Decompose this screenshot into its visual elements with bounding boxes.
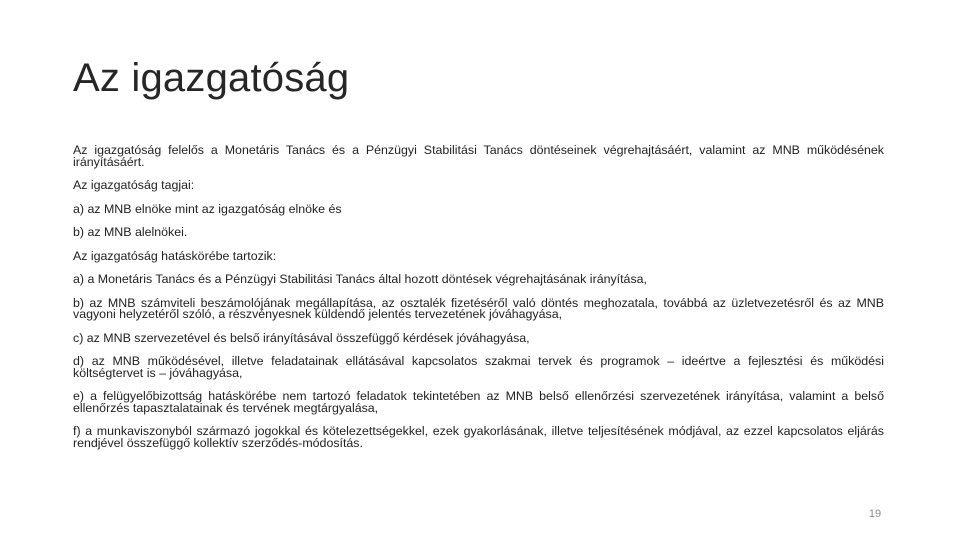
paragraph-competence-f: f) a munkaviszonyból származó jogokkal és kötelezettségekkel, ezek gyakorlásának, illetve teljesítésének módjával, az ezzel kapcsolatos eljárás rendjével összefüggő kollektív szerződés-módosítás.: [73, 424, 884, 450]
slide-title: Az igazgatóság: [73, 56, 350, 100]
paragraph-members-heading: Az igazgatóság tagjai:: [73, 178, 195, 192]
paragraph-competence-e: e) a felügyelőbizottság hatáskörébe nem tartozó feladatok tekintetében az MNB belső ellenőrzési szervezetének irányítása, valamint a belső ellenőrzés tapasztalatainak és tervének megtárgyalása,: [73, 389, 884, 415]
paragraph-intro: Az igazgatóság felelős a Monetáris Tanács és a Pénzügyi Stabilitási Tanács döntéseinek végrehajtásáért, valamint az MNB működésének irányításáért.: [73, 143, 884, 169]
paragraph-member-a: a) az MNB elnöke mint az igazgatóság elnöke és: [73, 201, 342, 216]
paragraph-member-b: b) az MNB alelnökei.: [73, 225, 188, 239]
page-number: 19: [868, 508, 882, 520]
paragraph-competence-a: a) a Monetáris Tanács és a Pénzügyi Stabilitási Tanács által hozott döntések végrehajtásának irányítása,: [73, 272, 647, 286]
paragraph-competence-d: d) az MNB működésével, illetve feladatainak ellátásával kapcsolatos szakmai tervek és programok – ideértve a fejlesztési és működési költségtervet is – jóváhagyása,: [73, 354, 884, 380]
paragraph-competence-c: c) az MNB szervezetével és belső irányításával összefüggő kérdések jóváhagyása,: [73, 330, 530, 345]
paragraph-competence-b: b) az MNB számviteli beszámolójának megállapítása, az osztalék fizetéséről való döntés meghozatala, továbbá az üzletvezetésről és az MNB vagyoni helyzetéről szóló, a részvényesnek küldendő jelentés tervezetének jóváhagyása,: [73, 295, 884, 321]
slide-body: [73, 145, 884, 449]
paragraph-competence-heading: Az igazgatóság hatáskörébe tartozik:: [73, 248, 277, 263]
